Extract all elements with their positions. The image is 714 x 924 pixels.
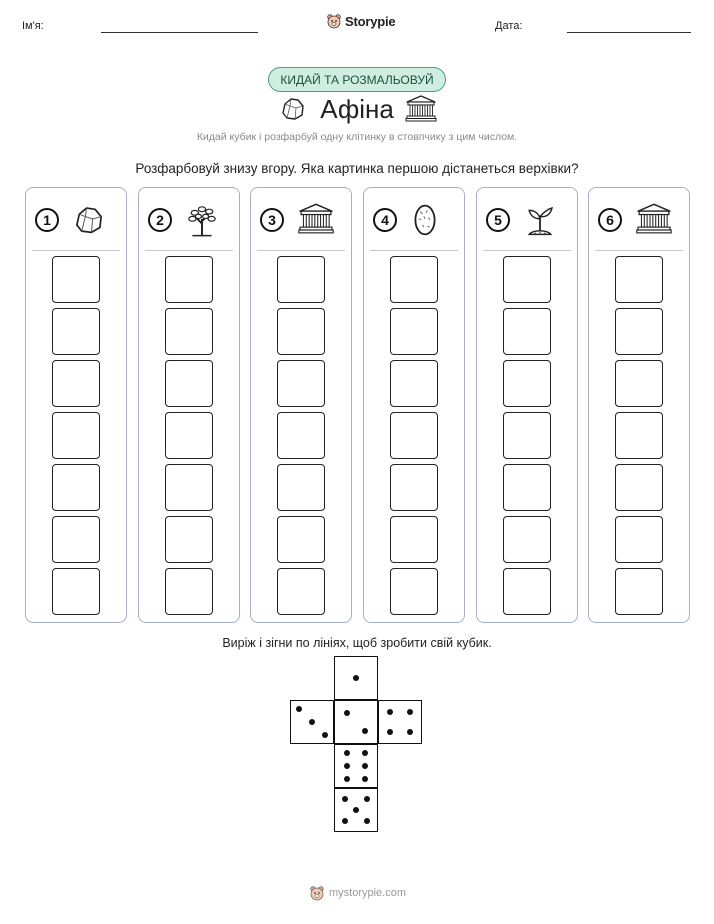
die-pip [362,763,368,769]
color-cell[interactable] [165,308,213,355]
sprout-icon [523,202,557,243]
die-pip [364,796,370,802]
color-cell[interactable] [277,568,325,615]
color-cell[interactable] [277,464,325,511]
color-cell[interactable] [615,360,663,407]
die-face-2 [334,700,378,744]
color-cell[interactable] [52,464,100,511]
color-cell[interactable] [615,256,663,303]
die-face-5 [334,788,378,832]
color-cell[interactable] [277,256,325,303]
die-pip [387,729,393,735]
column-number: 5 [486,208,510,232]
die-pip [344,710,350,716]
temple-icon [297,202,335,239]
color-cell[interactable] [277,516,325,563]
temple-icon [405,94,437,127]
date-line[interactable] [567,32,691,33]
color-cell[interactable] [390,412,438,459]
color-cell[interactable] [390,516,438,563]
color-cell[interactable] [52,516,100,563]
olive-tree-icon [185,202,219,243]
column-number: 6 [598,208,622,232]
column-5 [476,187,578,623]
die-pip [364,818,370,824]
name-label: Ім'я: [22,20,44,32]
column-header [364,188,464,250]
die-pip [344,763,350,769]
color-cell[interactable] [503,464,551,511]
page-title: Афіна [320,94,394,124]
color-cell[interactable] [165,464,213,511]
color-cell[interactable] [165,256,213,303]
color-cell[interactable] [52,360,100,407]
die-pip [362,728,368,734]
color-cell[interactable] [277,308,325,355]
die-pip [353,807,359,813]
color-cell[interactable] [503,412,551,459]
color-cell[interactable] [52,568,100,615]
color-cell[interactable] [503,360,551,407]
column-header [26,188,126,250]
column-number: 3 [260,208,284,232]
column-header [589,188,689,250]
name-line[interactable] [101,32,258,33]
title-row [0,92,714,126]
column-divider [370,250,458,251]
olive-icon [410,202,440,243]
color-cell[interactable] [165,568,213,615]
color-cell[interactable] [615,568,663,615]
die-face-6 [334,744,378,788]
die-pip [387,709,393,715]
column-header [251,188,351,250]
column-number: 2 [148,208,172,232]
die-face-1 [334,656,378,700]
activity-badge: КИДАЙ ТА РОЗМАЛЬОВУЙ [268,67,446,92]
color-cell[interactable] [277,412,325,459]
die-pip [407,709,413,715]
color-cell[interactable] [52,256,100,303]
color-cell[interactable] [165,516,213,563]
die-pip [322,732,328,738]
column-divider [257,250,345,251]
column-header [477,188,577,250]
die-pip [344,776,350,782]
color-cell[interactable] [503,308,551,355]
bear-icon [309,885,325,901]
rock-icon [72,202,106,241]
storypie-logo [326,13,395,29]
color-cell[interactable] [390,256,438,303]
die-pip [407,729,413,735]
color-cell[interactable] [277,360,325,407]
die-pip [362,776,368,782]
instruction: Розфарбовуй знизу вгору. Яка картинка першою дістанеться верхівки? [135,161,579,176]
column-4 [363,187,465,623]
color-cell[interactable] [390,464,438,511]
color-cell[interactable] [503,568,551,615]
date-label: Дата: [495,20,523,32]
column-number: 1 [35,208,59,232]
color-cell[interactable] [52,308,100,355]
bear-icon [326,13,342,29]
die-pip [342,818,348,824]
die-pip [353,675,359,681]
column-3 [250,187,352,623]
subtitle: Кидай кубик і розфарбуй одну клітинку в стовпчику з цим числом. [196,131,518,143]
brand-name: Storypie [345,13,396,29]
die-pip [362,750,368,756]
column-6 [588,187,690,623]
color-cell[interactable] [615,516,663,563]
color-cell[interactable] [390,360,438,407]
column-divider [483,250,571,251]
die-pip [296,706,302,712]
column-2 [138,187,240,623]
color-cell[interactable] [615,412,663,459]
color-cell[interactable] [503,256,551,303]
die-face-4 [378,700,422,744]
column-divider [595,250,683,251]
die-pip [344,750,350,756]
column-1 [25,187,127,623]
cut-instruction: Виріж і зігни по лініях, щоб зробити свій кубик. [222,636,492,650]
color-cell[interactable] [52,412,100,459]
footer-url: mystorypie.com [329,887,407,899]
column-divider [32,250,120,251]
column-number: 4 [373,208,397,232]
color-cell[interactable] [165,360,213,407]
die-face-3 [290,700,334,744]
die-pip [342,796,348,802]
die-pip [309,719,315,725]
color-cell[interactable] [615,464,663,511]
footer [309,885,406,901]
column-header [139,188,239,250]
color-cell[interactable] [615,308,663,355]
temple-icon [635,202,673,239]
color-cell[interactable] [390,308,438,355]
color-cell[interactable] [390,568,438,615]
color-cell[interactable] [503,516,551,563]
color-cell[interactable] [165,412,213,459]
column-divider [145,250,233,251]
